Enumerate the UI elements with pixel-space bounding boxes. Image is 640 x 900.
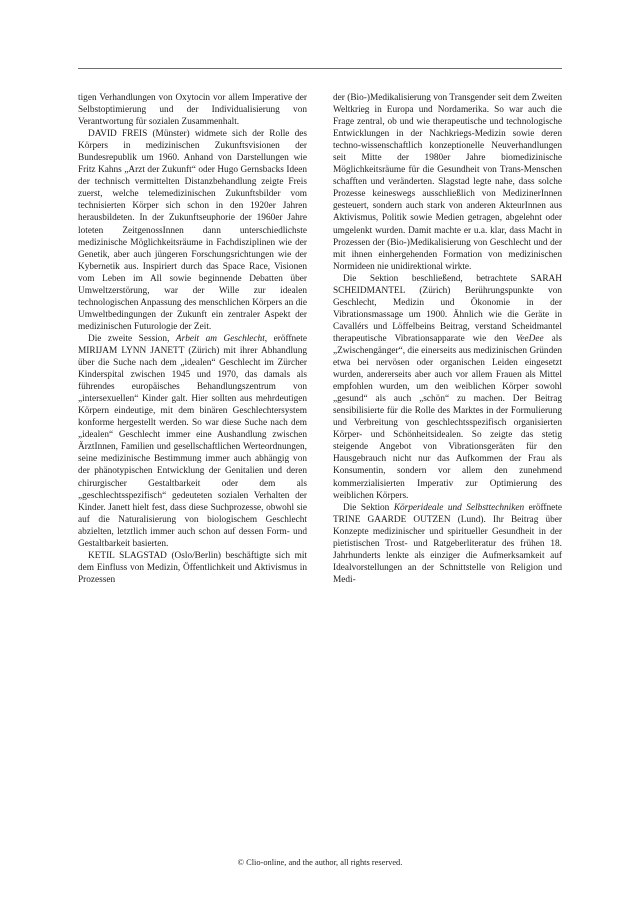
text-after-device-name: als „Zwischengänger“, die einerseits aus medizinischen Gründen etwa bei nervösen oder organischen Leiden eingesetzt wurden, andererseits aber auch vor allem Frauen als Mittel empfohlen wurden, um den weiblichen Körper sowohl „gesund“ als auch „schön“ zu machen. Der Beitrag sensibilisierte für die Rolle des Marktes in der Formulierung und Verbreitung von geschlechtsspezifisch organisierten Körper- und Schönheitsidealen. So zeigte das stetig steigende Angebot von Vibrationsgeräten für den Hausgebrauch nicht nur das Aufkommen der Frau als Konsumentin, sondern vor allem den zunehmend kommerzialisierten Imperativ zur Optimierung des weiblichen Körpers. bbox=[333, 333, 563, 501]
paragraph-oxytocin-continued: tigen Verhandlungen von Oxytocin vor allem Imperative der Selbstoptimierung und der Individualisierung von Verantwortung für sozialen Zusammenhalt. bbox=[78, 93, 307, 128]
device-name: VeeDee bbox=[515, 333, 544, 344]
paragraph-trine-gaarde-outzen bbox=[333, 502, 562, 586]
paragraph-ketil-slagstad: KETIL SLAGSTAD (Oslo/Berlin) beschäftigte sich mit dem Einfluss von Medizin, Öffentlichkeit und Aktivismus in Prozessen bbox=[78, 550, 307, 585]
left-column bbox=[78, 92, 307, 586]
text-before-device-name: Die Sektion beschließend, betrachtete SARAH SCHEIDMANTEL (Zürich) Berührungspunkte von Geschlecht, Medizin und Ökonomie in der Vibrationsmassage um 1900. Ähnlich wie die Geräte in Cavallérs und Löffelbeins Beitrag, verstand Scheidmantel therapeutische Vibrationsapparate wie den bbox=[333, 273, 562, 344]
paragraph-david-freis: DAVID FREIS (Münster) widmete sich der Rolle des Körpers in medizinischen Zukunftsvisionen der Bundesrepublik um 1960. Anhand von Darstellungen wie Fritz Kahns „Arzt der Zukunft“ oder Hugo Gernsbacks Ideen der technisch vermittelten Distanzbehandlung zeigte Freis zuerst, welche telemedizinischen Zukunftsbilder vom technisierten Körper sich schon in den 1920er Jahren herausbildeten. In der Zukunftseuphorie der 1960er Jahre loteten ZeitgenossInnen dann unterschiedlichste medizinische Möglichkeitsräume in Fachdisziplinen wie der Genetik, aber auch jüngeren Forschungsrichtungen wie der Kybernetik aus. Inspiriert durch das Space Race, Visionen vom Leben im All sowie beginnende Debatten über Umweltzerstörung, war der Wille zur idealen technologischen Anpassung des menschlichen Körpers an die Umweltbedingungen der Zukunft ein zentraler Aspekt der medizinischen Futurologie der Zeit. bbox=[78, 129, 307, 332]
text-before-title: Die zweite Session, bbox=[88, 333, 176, 344]
text-after-title: , eröffnete MIRIJAM LYNN JANETT (Zürich) mit ihrer Abhandlung über die Suche nach dem „idealen“ Geschlecht im Zürcher Kinderspital zwischen 1945 und 1970, das damals als führendes europäisches Behandlungszentrum von „intersexuellen“ Kinder galt. Hier sollten aus mehrdeutigen Körpern eindeutige, mit dem binären Geschlechtersystem konforme hergestellt werden. So war diese Suche nach dem „idealen“ Geschlecht immer eine Aushandlung zwischen ÄrztInnen, Familien und gesellschaftlichen Werteordnungen, seine medizinische Bestimmung immer auch abhängig von der phänotypischen Entwicklung der Genitalien und deren chirurgischer Gestaltbarkeit oder dem als „geschlechtsspezifisch“ gedeuteten sozialen Verhalten der Kinder. Janett hielt fest, dass diese Suchprozesse, obwohl sie auf die Naturalisierung von biologischem Geschlecht abzielten, letztlich immer auch schon auf dessen Form- und Gestaltbarkeit basierten. bbox=[78, 333, 307, 549]
paragraph-session-arbeit-am-geschlecht bbox=[78, 333, 307, 550]
header-rule bbox=[78, 68, 562, 69]
session-title: Arbeit am Geschlecht bbox=[175, 333, 265, 344]
right-column bbox=[333, 92, 562, 586]
section-title: Körperideale und Selbsttechniken bbox=[393, 502, 525, 513]
two-column-body bbox=[78, 92, 562, 586]
text-after-section-title: eröffnete TRINE GAARDE OUTZEN (Lund). Ihr Beitrag über Konzepte medizinischer und spiritueller Gesundheit in der pietistischen Trost- und Ratgeberliteratur des frühen 18. Jahrhunderts lenkte als einziger die Aufmerksamkeit auf Idealvorstellungen an der Schnittstelle von Religion und Medi- bbox=[333, 502, 563, 585]
paragraph-biomedikalisierung-transgender: der (Bio-)Medikalisierung von Transgender seit dem Zweiten Weltkrieg in Europa und Nordamerika. So war auch die Frage zentral, ob und wie therapeutische und technologische Entwicklungen in der Nachkriegs-Medizin sowie deren techno-wissenschaftlich konzeptionelle Neuverhandlungen seit Mitte der 1980er Jahre biomedizinische Möglichkeitsräume für die Gesundheit von Trans-Menschen schafften und veränderten. Slagstad legte nahe, dass solche Prozesse keineswegs ausschließlich von MedizinerInnen gesteuert, sondern auch stark von anderen AkteurInnen aus Aktivismus, Politik sowie Medien getragen, abgelehnt oder umgelenkt wurden. Damit machte er u.a. klar, dass Macht in Prozessen der (Bio-)Medikalisierung von Geschlecht und der mit ihnen einhergehenden Formation von medizinischen Normideen nie unidirektional wirkte. bbox=[333, 93, 562, 272]
paragraph-sarah-scheidmantel bbox=[333, 273, 562, 502]
text-before-section-title: Die Sektion bbox=[343, 502, 394, 513]
copyright-footer: © Clio-online, and the author, all rights reserved. bbox=[237, 858, 403, 867]
